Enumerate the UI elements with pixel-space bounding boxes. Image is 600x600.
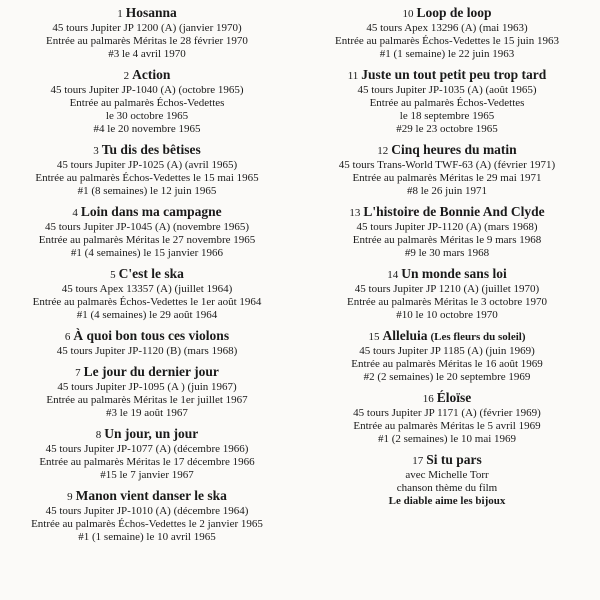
track-title: Un jour, un jour — [104, 426, 199, 441]
track-number: 8 — [95, 429, 102, 441]
track-number: 13 — [349, 207, 361, 219]
track-title: À quoi bon tous ces violons — [73, 328, 230, 343]
track-entry — [2, 204, 292, 260]
track-detail-line: #8 le 26 juin 1971 — [406, 185, 488, 197]
track-detail-line: #1 (1 semaine) le 22 juin 1963 — [379, 48, 515, 60]
track-entry — [2, 266, 292, 322]
track-number: 9 — [67, 491, 73, 503]
track-title: Hosanna — [125, 5, 177, 20]
track-title-line — [302, 266, 592, 283]
track-detail-line: 45 tours Jupiter JP-1120 (A) (mars 1968) — [356, 221, 538, 233]
track-title: Le jour du dernier jour — [83, 364, 219, 379]
track-entry — [302, 204, 592, 260]
track-detail-line: Entrée au palmarès Méritas le 3 octobre 1970 — [346, 296, 548, 308]
track-detail-line: Entrée au palmarès Méritas le 1er juillet 1967 — [46, 394, 248, 406]
track-title: Juste un tout petit peu trop tard — [361, 67, 547, 82]
track-title-line — [302, 142, 592, 159]
track-detail-line: #15 le 7 janvier 1967 — [100, 469, 194, 481]
track-entry — [2, 67, 292, 136]
track-detail-line: le 18 septembre 1965 — [399, 110, 495, 122]
track-title: Action — [132, 67, 171, 82]
track-number: 2 — [123, 70, 130, 82]
track-entry — [302, 5, 592, 61]
track-detail-line: Entrée au palmarès Méritas le 9 mars 1968 — [352, 234, 542, 246]
track-title: Tu dis des bêtises — [101, 142, 201, 157]
track-column-left — [2, 5, 292, 550]
track-detail-line: Entrée au palmarès Méritas le 5 avril 1969 — [353, 420, 541, 432]
track-title: Loin dans ma campagne — [80, 204, 222, 219]
track-entry — [2, 488, 292, 544]
track-number: 4 — [72, 207, 78, 219]
track-entry — [2, 364, 292, 420]
track-detail-line: 45 tours Jupiter JP-1095 (A ) (juin 1967) — [57, 381, 237, 393]
track-detail-line: Entrée au palmarès Échos-Vedettes le 2 janvier 1965 — [31, 518, 263, 530]
track-number: 17 — [412, 455, 424, 467]
track-title-line — [302, 204, 592, 221]
track-title-line — [2, 204, 292, 221]
track-detail-line: #1 (2 semaines) le 10 mai 1969 — [377, 433, 517, 445]
track-detail-line: Entrée au palmarès Échos-Vedettes le 15 mai 1965 — [35, 172, 259, 184]
track-detail-line: 45 tours Jupiter JP 1210 (A) (juillet 1970) — [354, 283, 540, 295]
track-number: 10 — [402, 8, 414, 20]
track-number: 3 — [93, 145, 99, 157]
track-detail-line: Entrée au palmarès Échos-Vedettes — [369, 97, 525, 109]
track-detail-line: avec Michelle Torr — [405, 469, 489, 481]
track-detail-line: #4 le 20 novembre 1965 — [93, 123, 201, 135]
track-detail-line: 45 tours Jupiter JP 1185 (A) (juin 1969) — [359, 345, 535, 357]
track-title-line — [2, 67, 292, 84]
track-detail-line: 45 tours Jupiter JP 1171 (A) (février 1969) — [353, 407, 541, 419]
track-detail-line: le 30 octobre 1965 — [105, 110, 189, 122]
track-number: 5 — [110, 269, 116, 281]
track-entry — [302, 328, 592, 384]
track-detail-line: 45 tours Apex 13357 (A) (juillet 1964) — [61, 283, 233, 295]
track-title-line — [2, 266, 292, 283]
track-title-line — [302, 390, 592, 407]
track-number: 11 — [347, 70, 359, 82]
track-detail-line: 45 tours Trans-World TWF-63 (A) (février 1971) — [338, 159, 556, 171]
track-number: 12 — [377, 145, 389, 157]
track-detail-line: 45 tours Jupiter JP-1045 (A) (novembre 1965) — [44, 221, 250, 233]
track-detail-line: 45 tours Jupiter JP-1077 (A) (décembre 1966) — [45, 443, 249, 455]
track-title-line — [2, 488, 292, 505]
track-detail-line: 45 tours Jupiter JP-1025 (A) (avril 1965) — [56, 159, 238, 171]
track-detail-line: #1 (1 semaine) le 10 avril 1965 — [78, 531, 216, 543]
track-column-right — [302, 5, 592, 514]
track-detail-line: 45 tours Jupiter JP-1010 (A) (décembre 1964) — [45, 505, 249, 517]
track-entry — [2, 142, 292, 198]
track-detail-line: #29 le 23 octobre 1965 — [396, 123, 498, 135]
track-title-line — [2, 328, 292, 345]
track-title-line — [2, 5, 292, 22]
track-detail-line: #1 (4 semaines) le 29 août 1964 — [76, 309, 218, 321]
track-detail-line: Entrée au palmarès Méritas le 16 août 1969 — [351, 358, 543, 370]
track-title-line — [302, 67, 592, 84]
track-title: Éloïse — [436, 390, 472, 405]
track-subtitle: (Les fleurs du soleil) — [430, 331, 526, 343]
track-detail-line: Entrée au palmarès Méritas le 29 mai 1971 — [352, 172, 542, 184]
track-detail-line: 45 tours Jupiter JP 1200 (A) (janvier 1970) — [52, 22, 242, 34]
track-detail-line: 45 tours Jupiter JP-1040 (A) (octobre 1965) — [50, 84, 244, 96]
track-title: L'histoire de Bonnie And Clyde — [363, 204, 545, 219]
track-entry — [302, 142, 592, 198]
track-detail-line: Entrée au palmarès Méritas le 17 décembre 1966 — [39, 456, 255, 468]
track-entry — [302, 390, 592, 446]
track-detail-line: #1 (8 semaines) le 12 juin 1965 — [77, 185, 217, 197]
track-entry — [2, 5, 292, 61]
track-number: 14 — [387, 269, 399, 281]
track-title-line — [302, 328, 592, 345]
track-detail-line: Entrée au palmarès Échos-Vedettes le 1er août 1964 — [32, 296, 262, 308]
track-entry — [302, 452, 592, 508]
track-number: 1 — [117, 8, 123, 20]
track-detail-line: Entrée au palmarès Échos-Vedettes — [69, 97, 225, 109]
track-detail-line: Entrée au palmarès Échos-Vedettes le 15 juin 1963 — [335, 35, 559, 47]
track-detail-line: Entrée au palmarès Méritas le 27 novembre 1965 — [38, 234, 256, 246]
track-detail-line: #9 le 30 mars 1968 — [404, 247, 490, 259]
track-detail-line: #3 le 4 avril 1970 — [108, 48, 186, 60]
track-title-line — [2, 426, 292, 443]
track-title-line — [2, 142, 292, 159]
track-detail-line: 45 tours Jupiter JP-1035 (A) (août 1965) — [357, 84, 537, 96]
track-title: Loop de loop — [416, 5, 492, 20]
track-number: 15 — [368, 331, 380, 343]
track-number: 6 — [64, 331, 71, 343]
track-number: 16 — [422, 393, 434, 405]
track-title: Un monde sans loi — [401, 266, 507, 281]
track-title: Si tu pars — [426, 452, 482, 467]
track-number: 7 — [75, 367, 81, 379]
track-detail-line: 45 tours Jupiter JP-1120 (B) (mars 1968) — [56, 345, 238, 357]
track-detail-line: #2 (2 semaines) le 20 septembre 1969 — [363, 371, 531, 383]
track-entry — [2, 426, 292, 482]
track-title: Alleluia — [382, 328, 428, 343]
track-detail-line: #3 le 19 août 1967 — [106, 407, 188, 419]
track-entry — [302, 266, 592, 322]
track-title: Cinq heures du matin — [391, 142, 517, 157]
track-detail-line: #1 (4 semaines) le 15 janvier 1966 — [70, 247, 224, 259]
track-title: Manon vient danser le ska — [75, 488, 227, 503]
track-title-line — [302, 5, 592, 22]
track-title-line — [2, 364, 292, 381]
track-entry — [2, 328, 292, 358]
track-entry — [302, 67, 592, 136]
track-title-line — [302, 452, 592, 469]
track-detail-line: #10 le 10 octobre 1970 — [396, 309, 498, 321]
track-detail-line: 45 tours Apex 13296 (A) (mai 1963) — [366, 22, 528, 34]
track-detail-line: Entrée au palmarès Méritas le 28 février 1970 — [46, 35, 248, 47]
track-detail-line: chanson thème du film — [396, 482, 498, 494]
track-title: C'est le ska — [118, 266, 184, 281]
film-title: Le diable aime les bijoux — [388, 495, 506, 507]
